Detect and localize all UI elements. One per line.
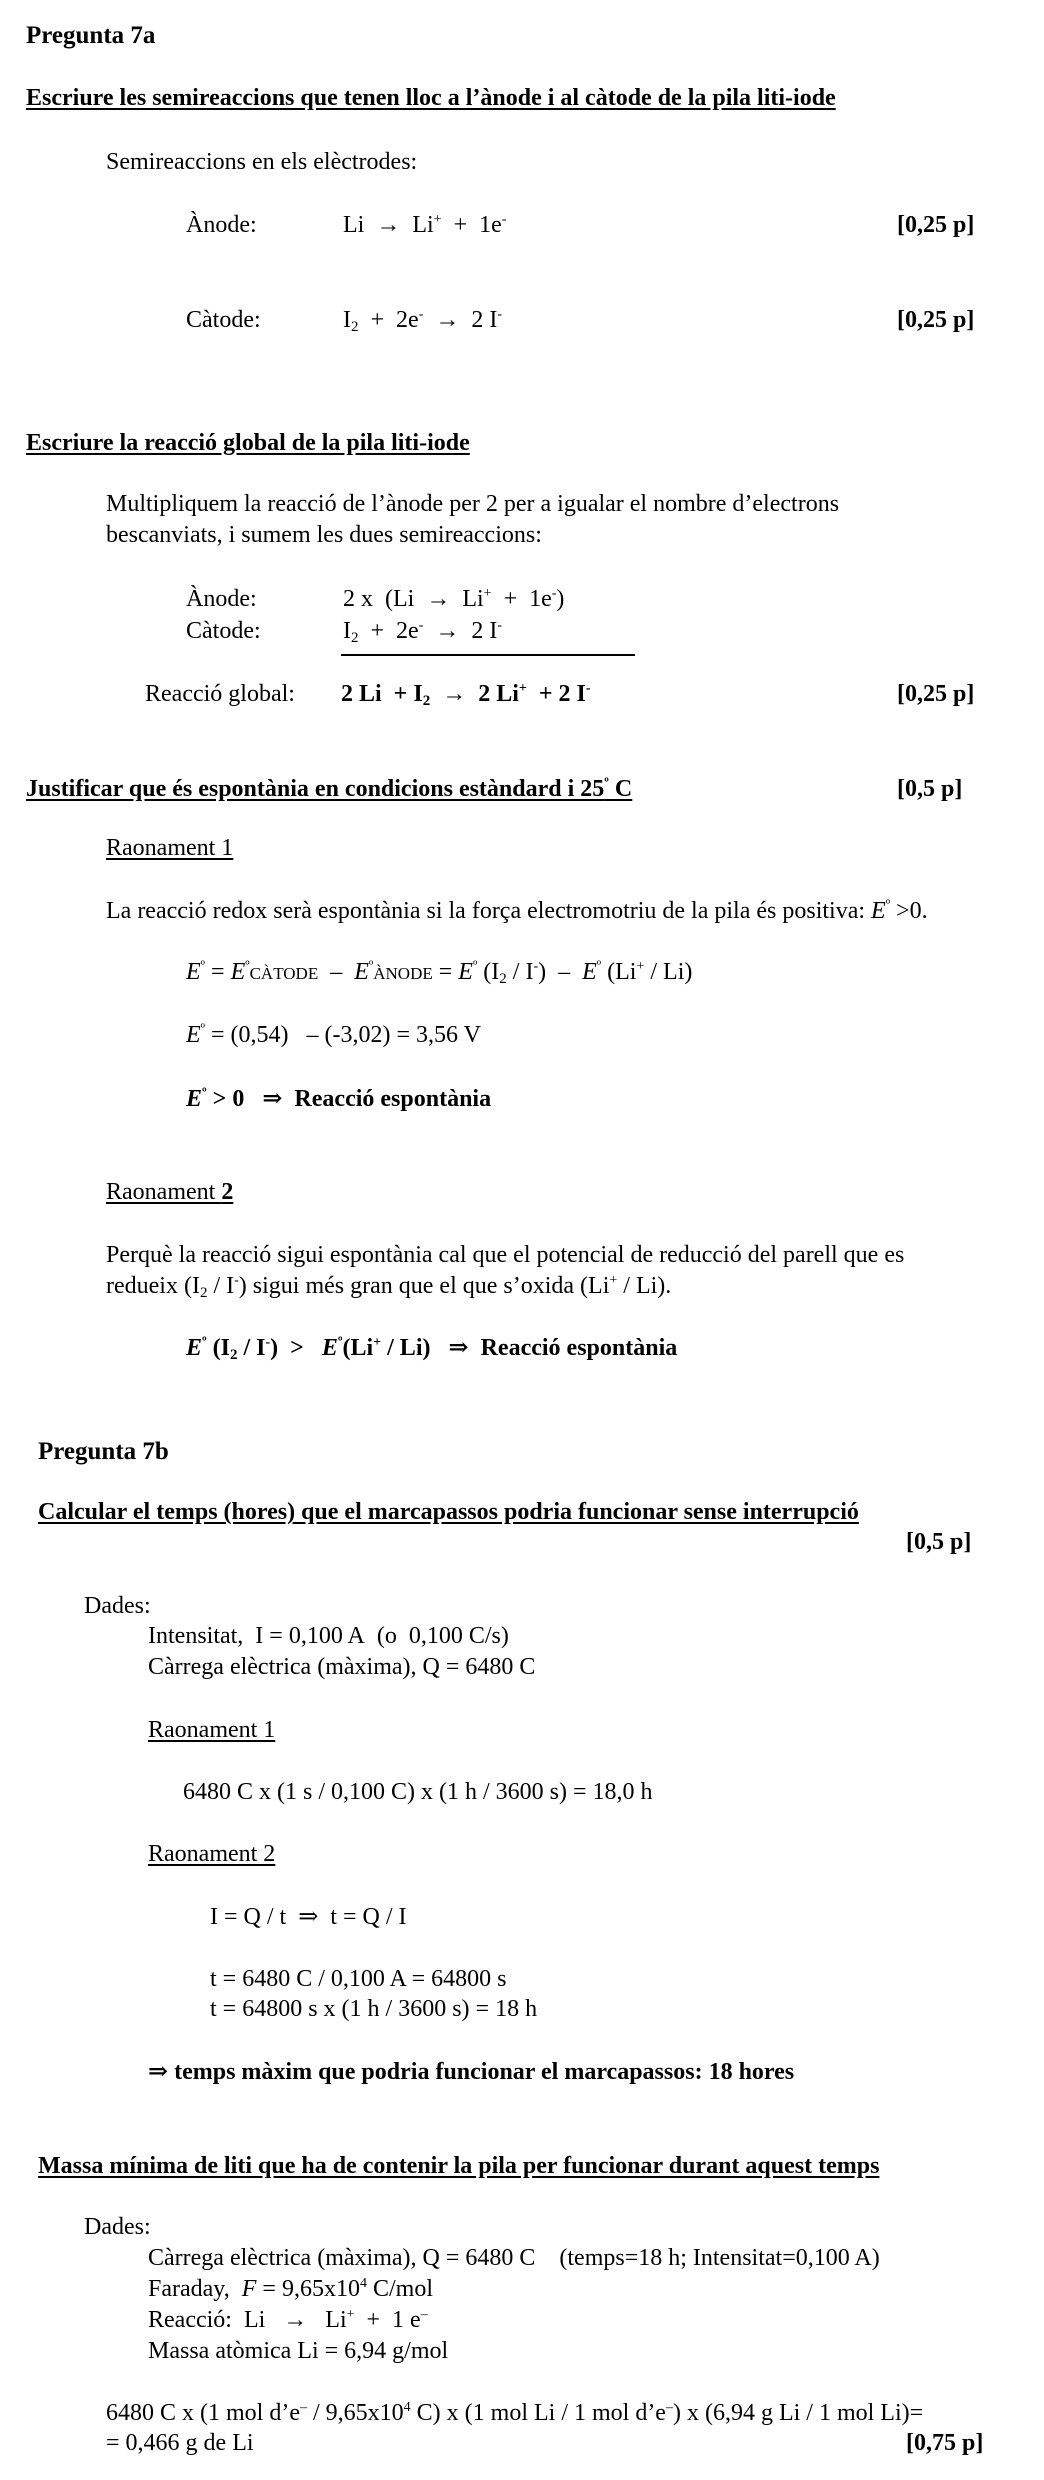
temps-raonament-1-calc: 6480 C x (1 s / 0,100 C) x (1 h / 3600 s) = 18,0 h (183, 1779, 653, 1805)
points-cathode: [0,25 p] (897, 307, 975, 333)
global-cathode-equation: $I_2 + 2e^- \to 2$ I- (343, 618, 503, 646)
dades-label-2: Dades: (84, 2214, 151, 2240)
reaccio-global-text-2: bescanviats, i sumem les dues semireaccions: (106, 522, 542, 548)
section-heading-espontania: Justificar que és espontània en condicions estàndard i $25^º$ C (26, 776, 633, 802)
global-reaction-label: Reacció global: (145, 681, 295, 707)
dada-reaccio: Reacció: Li → Li+ + 1 e– (148, 2307, 428, 2333)
dada-massa-atomica: Massa atòmica Li = 6,94 g/mol (148, 2338, 449, 2364)
massa-calc-line-1: 6480 C x (1 mol d’e– / $9,65x10^4$ C) x (1 mol Li / 1 mol d’e–) x (6,94 g Li / 1 mol Li)= (106, 2400, 924, 2426)
dada-intensitat: Intensitat, I = 0,100 A (o 0,100 C/s) (148, 1623, 509, 1649)
semireaccions-intro: Semireaccions en els elèctrodes: (106, 149, 418, 175)
raonament-2-text-1: Perquè la reacció sigui espontània cal que el potencial de reducció del parell que es (106, 1242, 905, 1268)
temps-raonament-1-title: Raonament 1 (148, 1717, 276, 1743)
fem-calculation: $E^º = (0,54) - (-3,02) = 3,56$ V (186, 1022, 481, 1048)
dades-label-1: Dades: (84, 1593, 151, 1619)
cathode-equation: $I_2 + 2e^- \to 2$ I- (343, 307, 503, 335)
points-massa: [0,75 p] (906, 2430, 984, 2456)
section-heading-temps: Calcular el temps (hores) que el marcapassos podria funcionar sense interrupció (38, 1499, 859, 1525)
raonament-1-conclusion: $E^º > 0$ ⇒ Reacció espontània (186, 1086, 492, 1112)
anode-equation: Li → Li+ + 1e- (343, 212, 507, 238)
global-reaction-equation: 2 $Li + I_2 \to 2$ Li+ + 2 I- (341, 681, 591, 709)
raonament-1-text: La reacció redox serà espontània si la força electromotriu de la pila és positiva: $E^º >0$. (106, 898, 928, 924)
temps-conclusion: ⇒ temps màxim que podria funcionar el marcapassos: 18 hores (148, 2059, 795, 2085)
temps-calc-seconds: t = 6480 C / 0,100 A = 64800 s (210, 1966, 507, 1992)
q7b-title: Pregunta 7b (38, 1438, 169, 1465)
raonament-2-title: Raonament 2 (106, 1179, 234, 1205)
temps-formula: I = Q / t ⇒ t = Q / I (210, 1904, 407, 1930)
section-heading-reaccio-global: Escriure la reacció global de la pila liti-iode (26, 430, 470, 456)
cathode-label: Càtode: (186, 307, 261, 333)
dada-faraday: Faraday, $F = 9,65x10^4$ C/mol (148, 2276, 433, 2302)
section-heading-massa: Massa mínima de liti que ha de contenir la pila per funcionar durant aquest temps (38, 2153, 880, 2179)
massa-calc-line-2: = 0,466 g de Li (106, 2430, 254, 2456)
section-heading-semireaccions: Escriure les semireaccions que tenen lloc a l’ànode i al càtode de la pila liti-iode (26, 85, 836, 111)
dada-carrega: Càrrega elèctrica (màxima), Q = 6480 C (148, 1654, 536, 1680)
points-espontania: [0,5 p] (897, 776, 963, 802)
points-global-reaction: [0,25 p] (897, 681, 975, 707)
fem-formula: $E^º$ = $E^ºCÀTODE$ – $E^ºÀNODE = E^º$ $(I_2 / I^-) - E^º$ (Li+ / Li) (186, 959, 693, 987)
raonament-1-title: Raonament 1 (106, 835, 234, 861)
global-cathode-label: Càtode: (186, 618, 261, 644)
points-temps: [0,5 p] (906, 1529, 972, 1555)
global-anode-label: Ànode: (186, 586, 257, 612)
temps-calc-hours: t = 64800 s x (1 h / 3600 s) = 18 h (210, 1996, 538, 2022)
reaccio-global-text-1: Multipliquem la reacció de l’ànode per 2 per a igualar el nombre d’electrons (106, 491, 840, 517)
q7a-title: Pregunta 7a (26, 22, 156, 49)
raonament-2-text-2: redueix $(I_2 / I^-)$ sigui més gran que el que s’oxida (Li+ / Li). (106, 1273, 672, 1301)
points-anode: [0,25 p] (897, 212, 975, 238)
dada-carrega-2: Càrrega elèctrica (màxima), Q = 6480 C (temps=18 h; Intensitat=0,100 A) (148, 2245, 880, 2271)
raonament-2-conclusion: $E^º$ $(I_2 / I^-) > E^º(Li^+ / Li)$ ⇒ Reacció espontània (186, 1335, 678, 1363)
anode-label: Ànode: (186, 212, 257, 238)
global-anode-equation: 2 x (Li → Li+ + 1e-) (343, 586, 565, 612)
temps-raonament-2-title: Raonament 2 (148, 1841, 276, 1867)
sum-divider-line (341, 654, 635, 656)
